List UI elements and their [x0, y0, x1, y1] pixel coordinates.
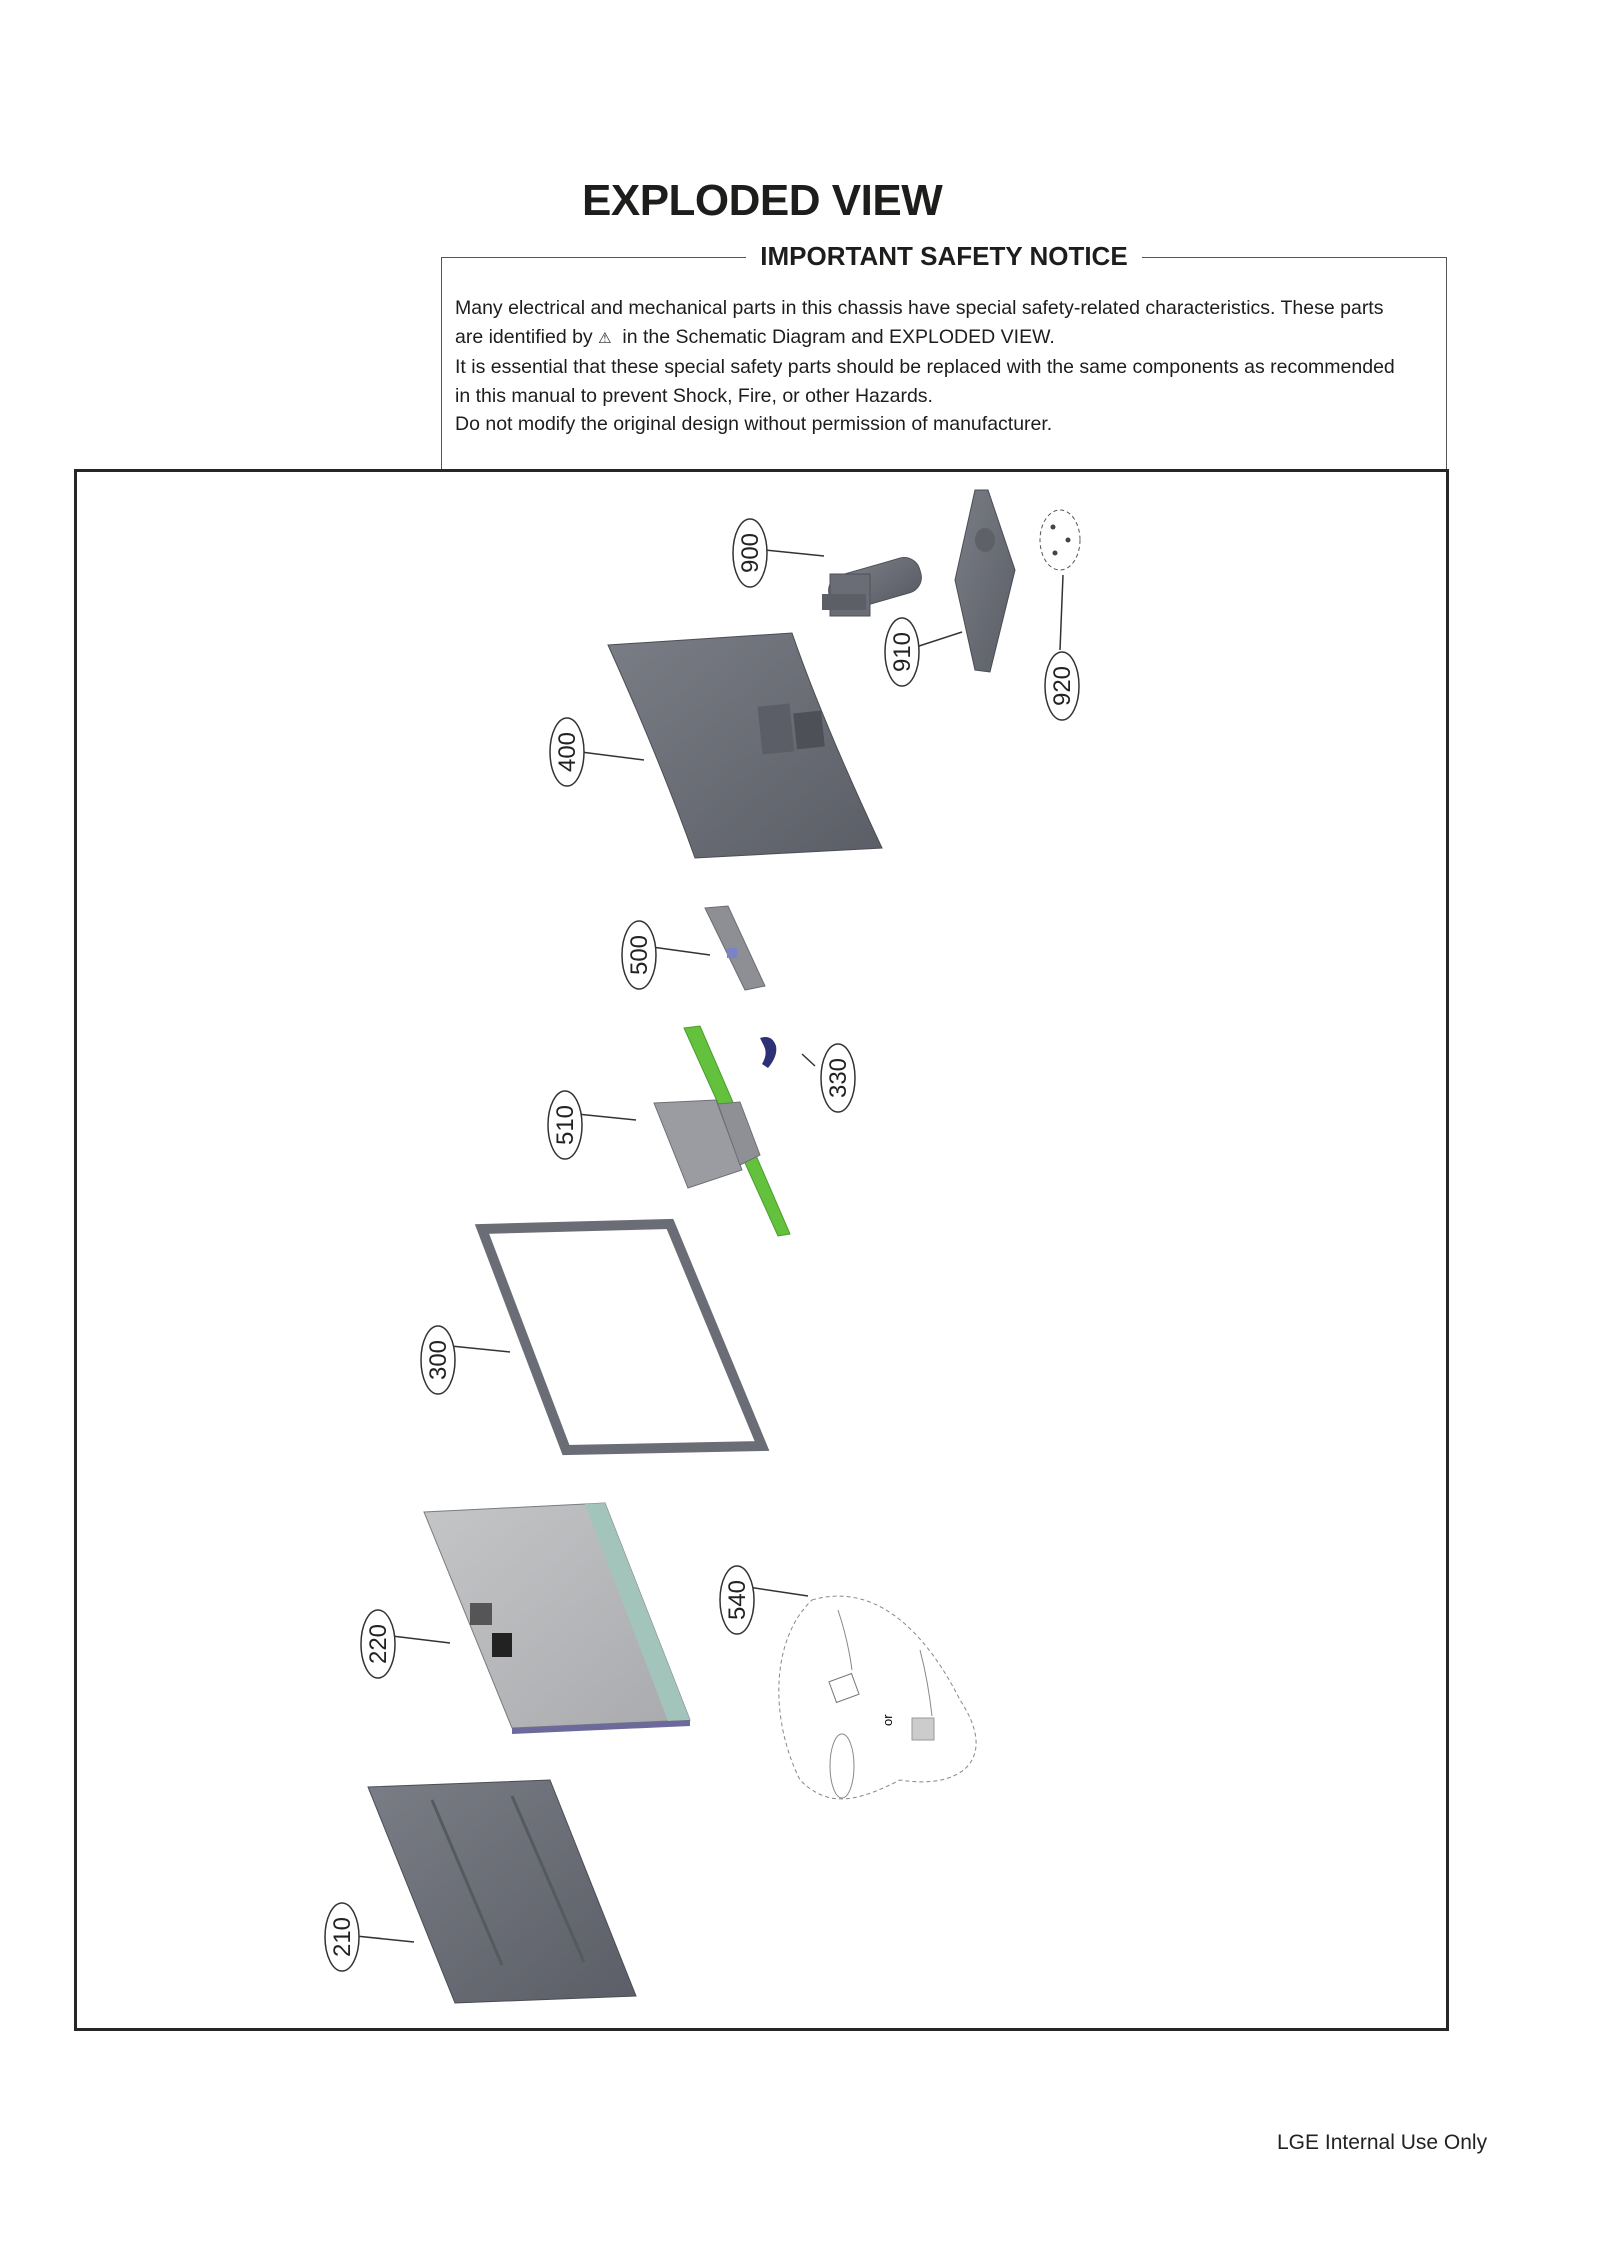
notice-line: Do not modify the original design without permission of manufacturer.: [455, 413, 1053, 435]
notice-line: Many electrical and mechanical parts in this chassis have special safety-related characteristics. These parts: [455, 297, 1384, 319]
footer-label: LGE Internal Use Only: [1277, 2131, 1488, 2154]
part-330-button-module: [760, 1037, 776, 1068]
part-910-stand-base: [955, 490, 1015, 672]
callout-400: 400: [554, 731, 581, 773]
notice-line: It is essential that these special safety parts should be replaced with the same components as recommended: [455, 356, 1395, 378]
notice-text: are identified by: [455, 325, 593, 348]
notice-text: in the Schematic Diagram and EXPLODED VIEW.: [622, 325, 1055, 348]
part-500-main-board: [705, 906, 765, 990]
callout-300: 300: [425, 1339, 452, 1381]
callout-220: 220: [365, 1623, 392, 1665]
adapter-or-label: or: [880, 1714, 895, 1726]
part-900-stand-body: [822, 554, 925, 616]
callout-210: 210: [329, 1916, 356, 1958]
callout-920: 920: [1049, 665, 1076, 707]
part-920-screws: [1040, 510, 1080, 570]
page-title: EXPLODED VIEW: [582, 176, 943, 225]
callout-500: 500: [626, 934, 653, 976]
callout-910: 910: [889, 631, 916, 673]
callout-330: 330: [825, 1057, 852, 1099]
part-400-back-cover: [608, 633, 882, 858]
part-540-power-adapter: [779, 1596, 976, 1799]
part-210-rear-plate: [368, 1780, 636, 2003]
callout-900: 900: [737, 532, 764, 574]
part-220-lcd-module: [424, 1503, 690, 1734]
part-300-middle-frame: [482, 1224, 762, 1450]
warning-triangle-icon: ⚠: [598, 329, 612, 347]
notice-line: in this manual to prevent Shock, Fire, or other Hazards.: [455, 384, 933, 407]
callout-510: 510: [552, 1104, 579, 1146]
callout-540: 540: [724, 1579, 751, 1621]
safety-notice-heading: IMPORTANT SAFETY NOTICE: [746, 241, 1141, 271]
